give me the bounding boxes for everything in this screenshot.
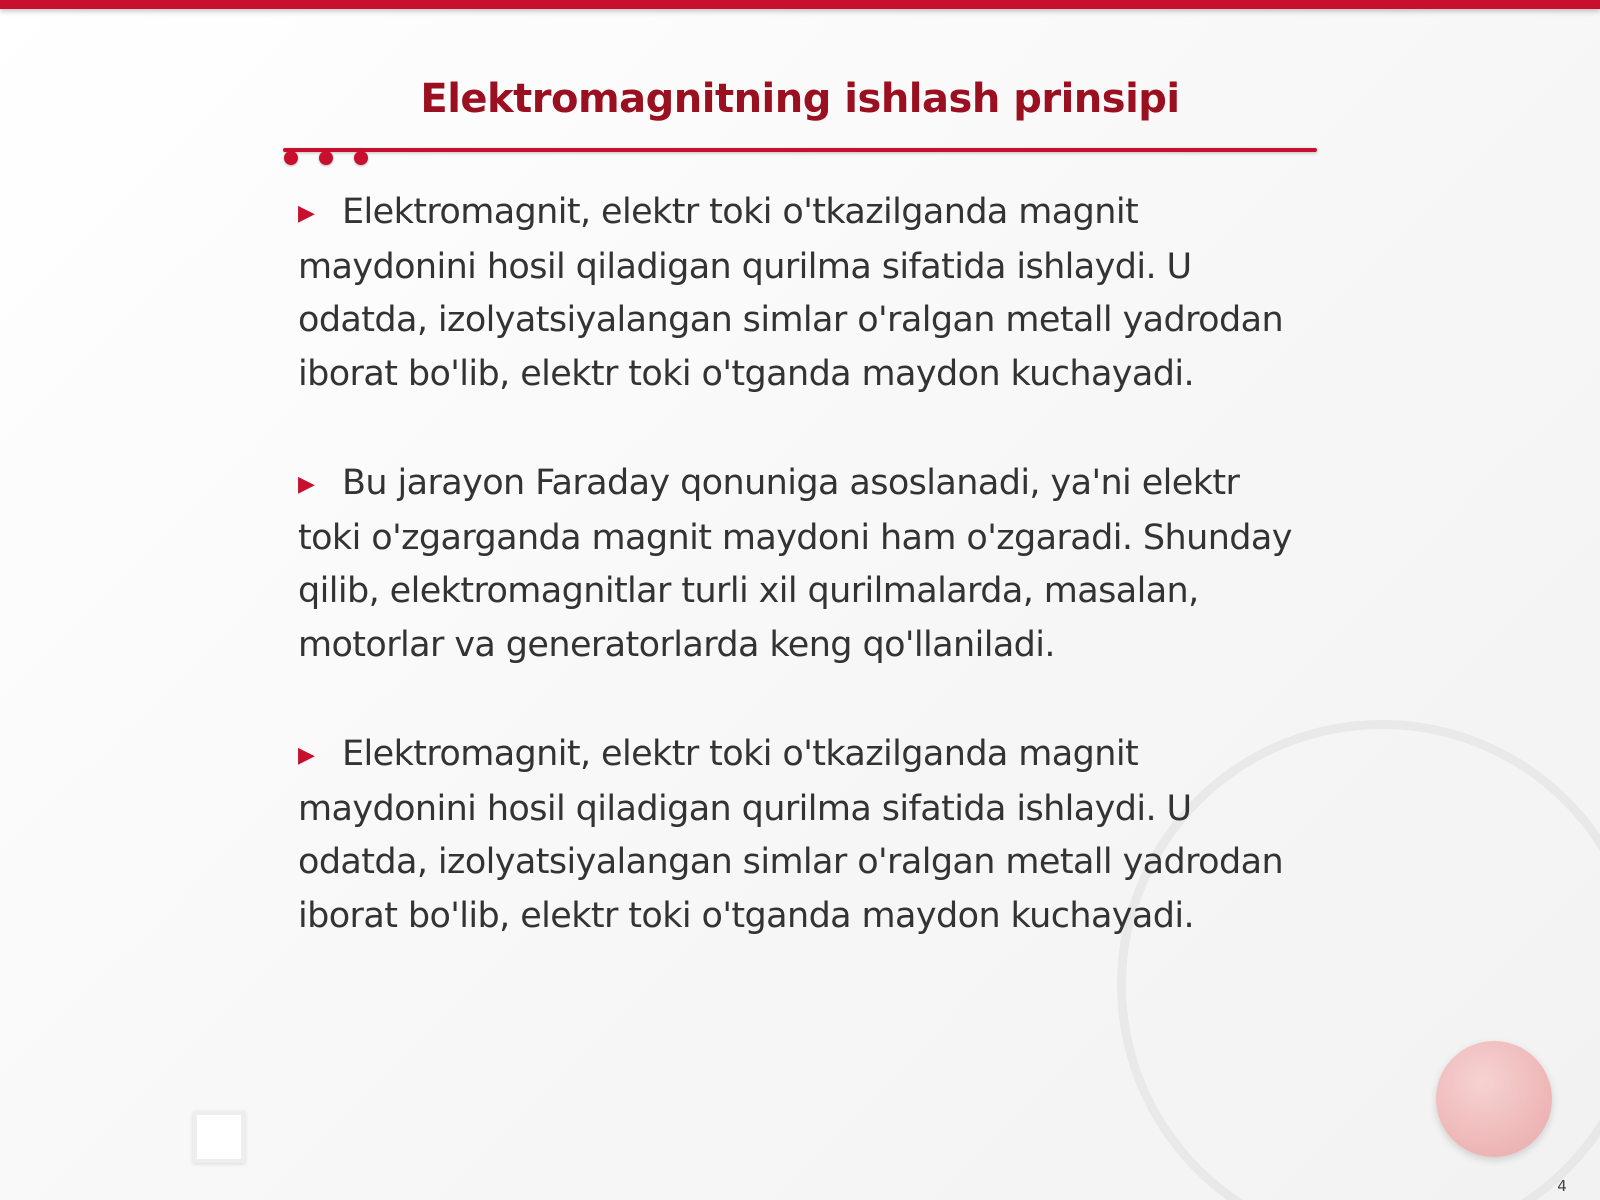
bullet-item [298, 457, 1298, 672]
right-triangle-icon: ▶ [298, 472, 315, 497]
bullet-item [298, 186, 1298, 401]
page-number: 4 [1557, 1177, 1567, 1195]
bullet-text: Bu jarayon Faraday qonuniga asoslanadi, ya'ni elektr toki o'zgarganda magnit maydoni ham o'zgaradi. Shunday qilib, elektromagnitlar turli xil qurilmalarda, masalan, motorlar va generatorlarda keng qo'llaniladi. [298, 463, 1292, 665]
slide-title: Elektromagnitning ishlash prinsipi [420, 76, 1180, 122]
decor-dot [284, 151, 298, 165]
title-underline [283, 148, 1317, 152]
decor-square [193, 1111, 245, 1163]
decor-dot [354, 151, 368, 165]
bullet-text: Elektromagnit, elektr toki o'tkazilganda magnit maydonini hosil qiladigan qurilma sifatida ishlaydi. U odatda, izolyatsiyalangan simlar o'ralgan metall yadrodan iborat bo'lib, elektr toki o'tganda maydon kuchayadi. [298, 192, 1284, 394]
bullet-list [298, 186, 1298, 999]
bullet-item [298, 728, 1298, 943]
decor-disc [1436, 1041, 1552, 1157]
right-triangle-icon: ▶ [298, 743, 315, 768]
right-triangle-icon: ▶ [298, 201, 315, 226]
top-accent-bar [0, 0, 1600, 9]
decor-dot [319, 151, 333, 165]
bullet-text: Elektromagnit, elektr toki o'tkazilganda magnit maydonini hosil qiladigan qurilma sifatida ishlaydi. U odatda, izolyatsiyalangan simlar o'ralgan metall yadrodan iborat bo'lib, elektr toki o'tganda maydon kuchayadi. [298, 734, 1284, 936]
